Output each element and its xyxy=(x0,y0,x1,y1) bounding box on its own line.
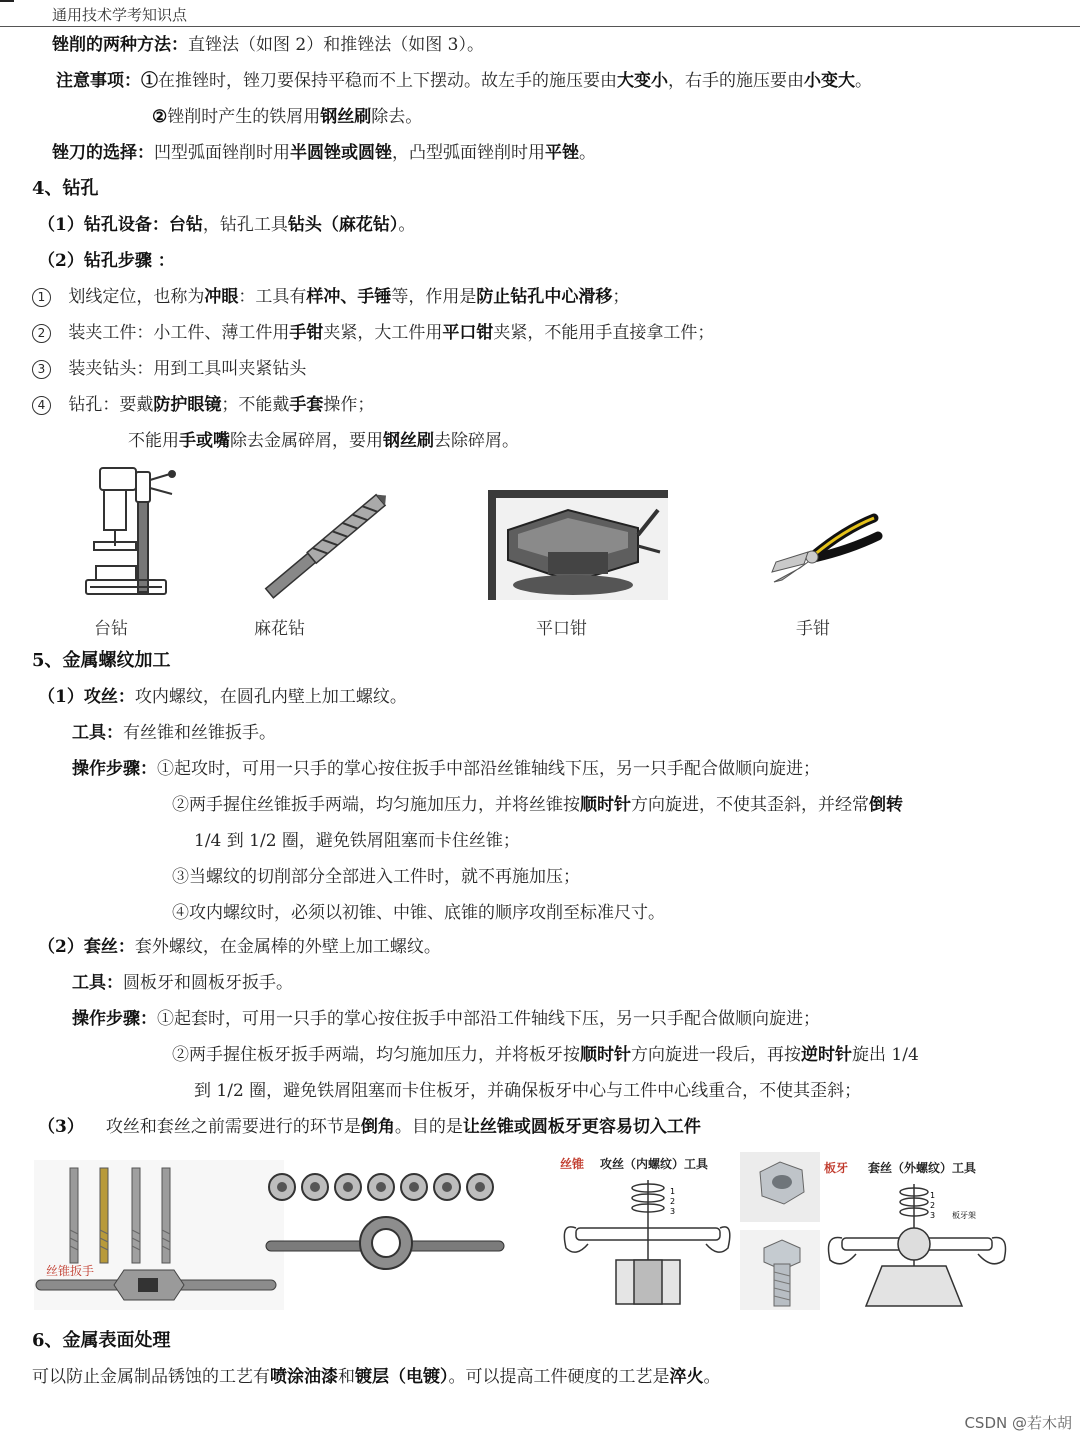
page-header xyxy=(0,0,1080,27)
corner-mark xyxy=(0,0,14,2)
tap-step-3: ③当螺纹的切削部分全部进入工件时，就不再施加压； xyxy=(172,867,580,887)
tap-step-4: ④攻内螺纹时，必须以初锥、中锥、底锥的顺序攻削至标准尺寸。 xyxy=(172,903,665,923)
caption-machine-vise: 平口钳 xyxy=(536,619,587,639)
drill-press-image xyxy=(78,462,178,602)
file-methods-line: 锉削的两种方法：直锉法（如图 2）和推锉法（如图 3）。 xyxy=(52,35,484,55)
circle-number: ② xyxy=(152,107,168,127)
surface-line: 可以防止金属制品锈蚀的工艺有喷涂油漆和镀层（电镀）。可以提高工件硬度的工艺是淬火。 xyxy=(32,1367,721,1387)
chamfer-note-line: （3） 攻丝和套丝之前需要进行的环节是倒角。目的是让丝锥或圆板牙更容易切入工件 xyxy=(38,1117,701,1137)
file-choice-line: 锉刀的选择：凹型弧面锉削时用半圆锉或圆锉，凸型弧面锉削时用平锉。 xyxy=(52,143,596,163)
circle-number: 4 xyxy=(32,396,51,415)
drill-step-3: 3 装夹钻头：用到工具叫夹紧钻头 xyxy=(32,358,306,380)
section-heading-drill: 4、钻孔 xyxy=(32,178,99,199)
tap-step-1: 操作步骤：①起攻时，可用一只手的掌心按住扳手中部沿丝锥轴线下压，另一只手配合做顺向旋进； xyxy=(72,759,820,779)
die-holder-label: 板牙架 xyxy=(952,1211,976,1220)
drill-equipment-line: （1）钻孔设备：台钻，钻孔工具钻头（麻花钻）。 xyxy=(38,215,416,235)
twist-drill-image xyxy=(252,488,402,603)
svg-text:3: 3 xyxy=(670,1207,676,1216)
die-step-2: ②两手握住板牙扳手两端，均匀施加压力，并将板牙按顺时针方向旋进一段后，再按逆时针旋出 1/4 xyxy=(172,1045,919,1065)
caption-drill-press: 台钻 xyxy=(94,619,128,639)
die-photo-label: 板牙 xyxy=(824,1161,849,1175)
tapping-diagram xyxy=(556,1152,736,1312)
svg-text:1: 1 xyxy=(670,1187,676,1196)
die-tools-line: 工具：圆板牙和圆板牙扳手。 xyxy=(72,973,293,993)
die-tool-label: 套丝（外螺纹）工具 xyxy=(868,1161,977,1175)
section-heading-surface: 6、金属表面处理 xyxy=(32,1330,171,1351)
pliers-image xyxy=(764,510,884,590)
tap-tools-line: 工具：有丝锥和丝锥扳手。 xyxy=(72,723,276,743)
watermark: CSDN @若木胡 xyxy=(964,1414,1072,1432)
header-title: 通用技术学考知识点 xyxy=(52,6,188,24)
circle-number: 3 xyxy=(32,360,51,379)
drill-step-4: 4 钻孔：要戴防护眼镜；不能戴手套操作； xyxy=(32,394,374,416)
svg-text:2: 2 xyxy=(670,1197,676,1206)
threading-die-diagram xyxy=(822,1156,1012,1316)
svg-text:2: 2 xyxy=(930,1201,936,1210)
caption-twist-drill: 麻花钻 xyxy=(254,619,305,639)
svg-text:1: 1 xyxy=(930,1191,936,1200)
die-line: （2）套丝：套外螺纹，在金属棒的外壁上加工螺纹。 xyxy=(38,937,441,957)
machine-vise-image xyxy=(488,490,668,600)
circle-number: 2 xyxy=(32,324,51,343)
nut-bolt-photo xyxy=(740,1152,820,1312)
drill-step-4-cont: 不能用手或嘴除去金属碎屑，要用钢丝刷去除碎屑。 xyxy=(128,431,519,451)
tap-step-2-cont: 1/4 到 1/2 圈，避免铁屑阻塞而卡住丝锥； xyxy=(194,831,520,851)
tap-step-2: ②两手握住丝锥扳手两端，均匀施加压力，并将丝锥按顺时针方向旋进，不使其歪斜，并经常倒转 xyxy=(172,795,903,815)
drill-step-2: 2 装夹工件：小工件、薄工件用手钳夹紧，大工件用平口钳夹紧，不能用手直接拿工件； xyxy=(32,322,714,344)
circle-number: 1 xyxy=(32,288,51,307)
caption-pliers: 手钳 xyxy=(796,619,830,639)
section-heading-thread: 5、金属螺纹加工 xyxy=(32,650,171,671)
file-notes-line-2: ②锉削时产生的铁屑用钢丝刷除去。 xyxy=(152,107,423,127)
die-set-image xyxy=(262,1165,512,1275)
die-step-2-cont: 到 1/2 圈，避免铁屑阻塞而卡住板牙，并确保板牙中心与工件中心线重合，不使其歪斜； xyxy=(194,1081,862,1101)
file-notes-line-1: 注意事项：①在推锉时，锉刀要保持平稳而不上下摆动。故左手的施压要由大变小，右手的施压要由小变大。 xyxy=(56,71,872,91)
tapping-tool-label: 攻丝（内螺纹）工具 xyxy=(600,1157,709,1171)
tap-line: （1）攻丝：攻内螺纹，在圆孔内壁上加工螺纹。 xyxy=(38,687,407,707)
drill-steps-label: （2）钻孔步骤 ： xyxy=(38,251,175,271)
tap-photo-label: 丝锥 xyxy=(560,1157,585,1171)
drill-step-1: 1 划线定位，也称为冲眼：工具有样冲、手锤等，作用是防止钻孔中心滑移； xyxy=(32,286,629,308)
circle-number: ① xyxy=(141,71,158,91)
svg-text:3: 3 xyxy=(930,1211,936,1220)
tap-set-image xyxy=(34,1160,284,1310)
die-step-1: 操作步骤：①起套时，可用一只手的掌心按住扳手中部沿工件轴线下压，另一只手配合做顺向旋进； xyxy=(72,1009,820,1029)
tap-wrench-label: 丝锥扳手 xyxy=(46,1264,95,1278)
